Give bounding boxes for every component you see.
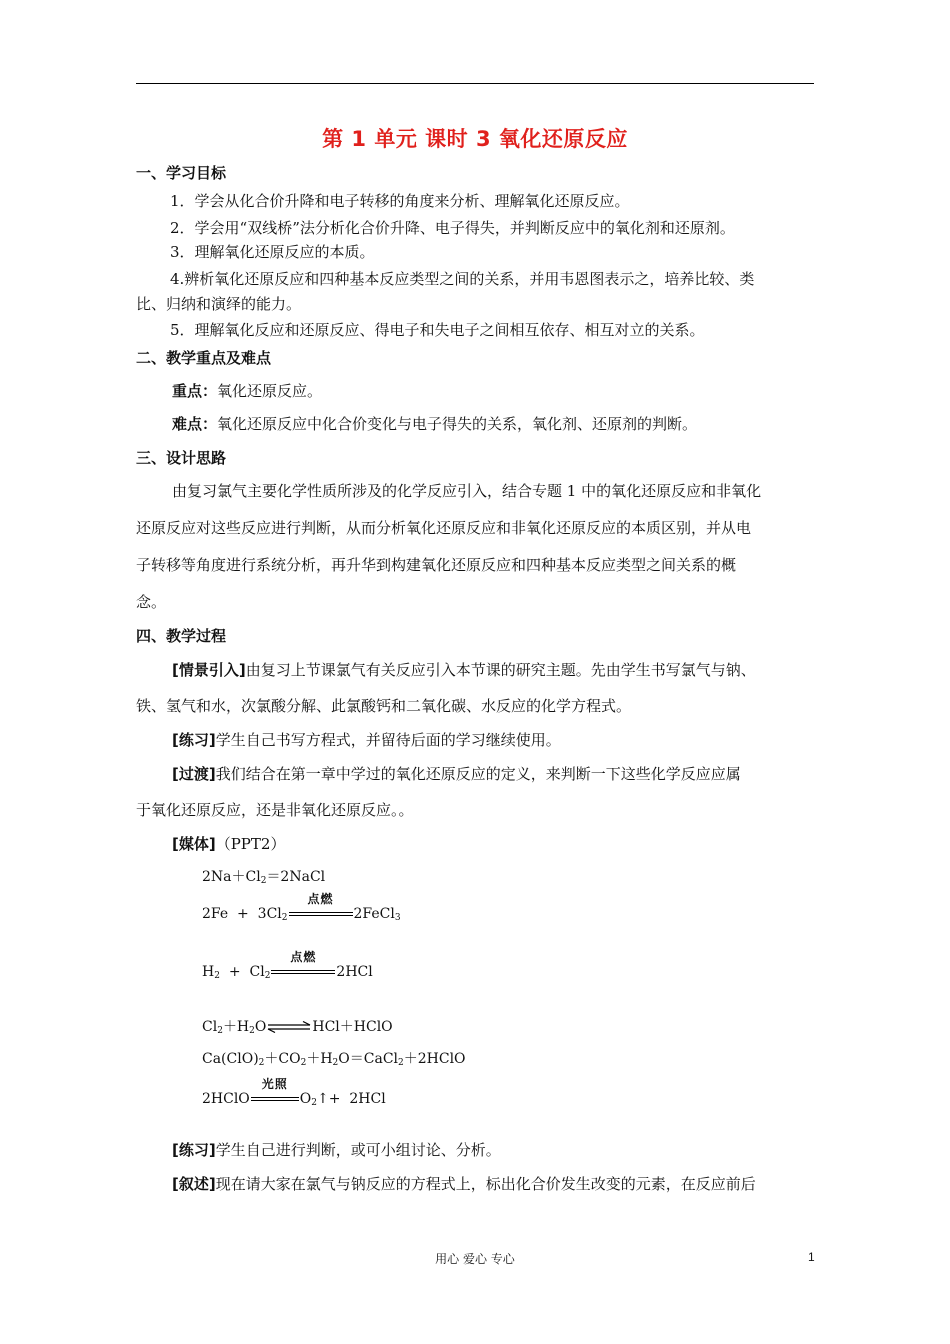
objective-item-4: 4.辨析氧化还原反应和四种基本反应类型之间的关系，并用韦恩图表示之，培养比较、类 — [170, 270, 755, 288]
reversible-arrow-icon — [267, 1021, 311, 1033]
narrate-line — [172, 1175, 756, 1193]
intro-label: [情景引入] — [172, 661, 246, 679]
design-line-1: 由复习氯气主要化学性质所涉及的化学反应引入，结合专题 1 中的氧化还原反应和非氧化 — [172, 482, 762, 500]
objective-item-4-cont: 比、归纳和演绎的能力。 — [136, 295, 302, 313]
condition-label: 点燃 — [307, 892, 334, 906]
condition-label: 光照 — [261, 1077, 288, 1091]
key-point-text: 氧化还原反应。 — [217, 382, 323, 400]
document-title: 第 1 单元 课时 3 氧化还原反应 — [322, 127, 628, 151]
practice-2-text: 学生自己进行判断，或可小组讨论、分析。 — [215, 1141, 501, 1159]
difficulty-line — [172, 415, 697, 433]
page-number: 1 — [808, 1250, 815, 1264]
objective-item-3: 3．理解氧化还原反应的本质。 — [170, 243, 375, 261]
practice-1-line — [172, 731, 561, 749]
narrate-text: 现在请大家在氯气与钠反应的方程式上，标出化合价发生改变的元素，在反应前后 — [215, 1175, 756, 1193]
objective-item-5: 5．理解氧化反应和还原反应、得电子和失电子之间相互依存、相互对立的关系。 — [170, 321, 705, 339]
practice-2-label: [练习] — [172, 1141, 216, 1159]
equation-2: $2Fe + 3Cl_2$ 点燃 2FeCl$_3$ — [202, 892, 401, 923]
practice-1-text: 学生自己书写方程式，并留待后面的学习继续使用。 — [215, 731, 561, 749]
objective-item-2: 2．学会用“双线桥”法分析化合价升降、电子得失，并判断反应中的氧化剂和还原剂。 — [170, 219, 735, 237]
section-3-heading: 三、设计思路 — [136, 449, 227, 467]
key-point-label: 重点： — [172, 382, 218, 400]
transition-line-1 — [172, 765, 741, 783]
media-line — [172, 835, 285, 853]
media-label: [媒体] — [172, 835, 216, 853]
condition-label: 点燃 — [290, 950, 317, 964]
media-text: （PPT2） — [215, 835, 286, 853]
equation-5: $Ca(ClO)_2+CO_2+H_2O=CaCl_2+2HClO$ — [202, 1051, 466, 1068]
practice-2-line — [172, 1141, 501, 1159]
equation-4: $Cl_2+H_2O$ HCl＋HClO — [202, 1019, 393, 1036]
equation-6: 2HClO 光照 $O_2↑+ 2HCl$ — [202, 1077, 386, 1108]
narrate-label: [叙述] — [172, 1175, 216, 1193]
design-line-4: 念。 — [136, 593, 167, 611]
equation-3: $H_2 + Cl_2$ 点燃 2HCl — [202, 950, 373, 981]
equation-1: $2Na+Cl_2=2NaCl$ — [202, 869, 326, 886]
transition-line-2: 于氧化还原反应，还是非氧化还原反应。。 — [136, 801, 414, 819]
intro-line-2: 铁、氢气和水，次氯酸分解、此氯酸钙和二氧化碳、水反应的化学方程式。 — [136, 697, 632, 715]
header-rule — [136, 83, 814, 84]
design-line-2: 还原反应对这些反应进行判断，从而分析氧化还原反应和非氧化还原反应的本质区别，并从电 — [136, 519, 752, 537]
intro-line-1 — [172, 661, 756, 679]
difficulty-text: 氧化还原反应中化合价变化与电子得失的关系，氧化剂、还原剂的判断。 — [217, 415, 698, 433]
section-4-heading: 四、教学过程 — [136, 627, 227, 645]
design-line-3: 子转移等角度进行系统分析，再升华到构建氧化还原反应和四种基本反应类型之间关系的概 — [136, 556, 737, 574]
key-point-line — [172, 382, 322, 400]
ignite-condition-sign — [289, 892, 353, 921]
section-1-heading: 一、学习目标 — [136, 164, 227, 182]
intro-text-1: 由复习上节课氯气有关反应引入本节课的研究主题。先由学生书写氯气与钠、 — [245, 661, 756, 679]
transition-label: [过渡] — [172, 765, 216, 783]
light-condition-sign — [251, 1077, 299, 1106]
difficulty-label: 难点： — [172, 415, 218, 433]
practice-1-label: [练习] — [172, 731, 216, 749]
transition-text-1: 我们结合在第一章中学过的氧化还原反应的定义，来判断一下这些化学反应应属 — [215, 765, 741, 783]
ignite-condition-sign — [271, 950, 335, 979]
footer-motto: 用心 爱心 专心 — [435, 1252, 515, 1266]
objective-item-1: 1．学会从化合价升降和电子转移的角度来分析、理解氧化还原反应。 — [170, 192, 630, 210]
section-2-heading: 二、教学重点及难点 — [136, 349, 272, 367]
